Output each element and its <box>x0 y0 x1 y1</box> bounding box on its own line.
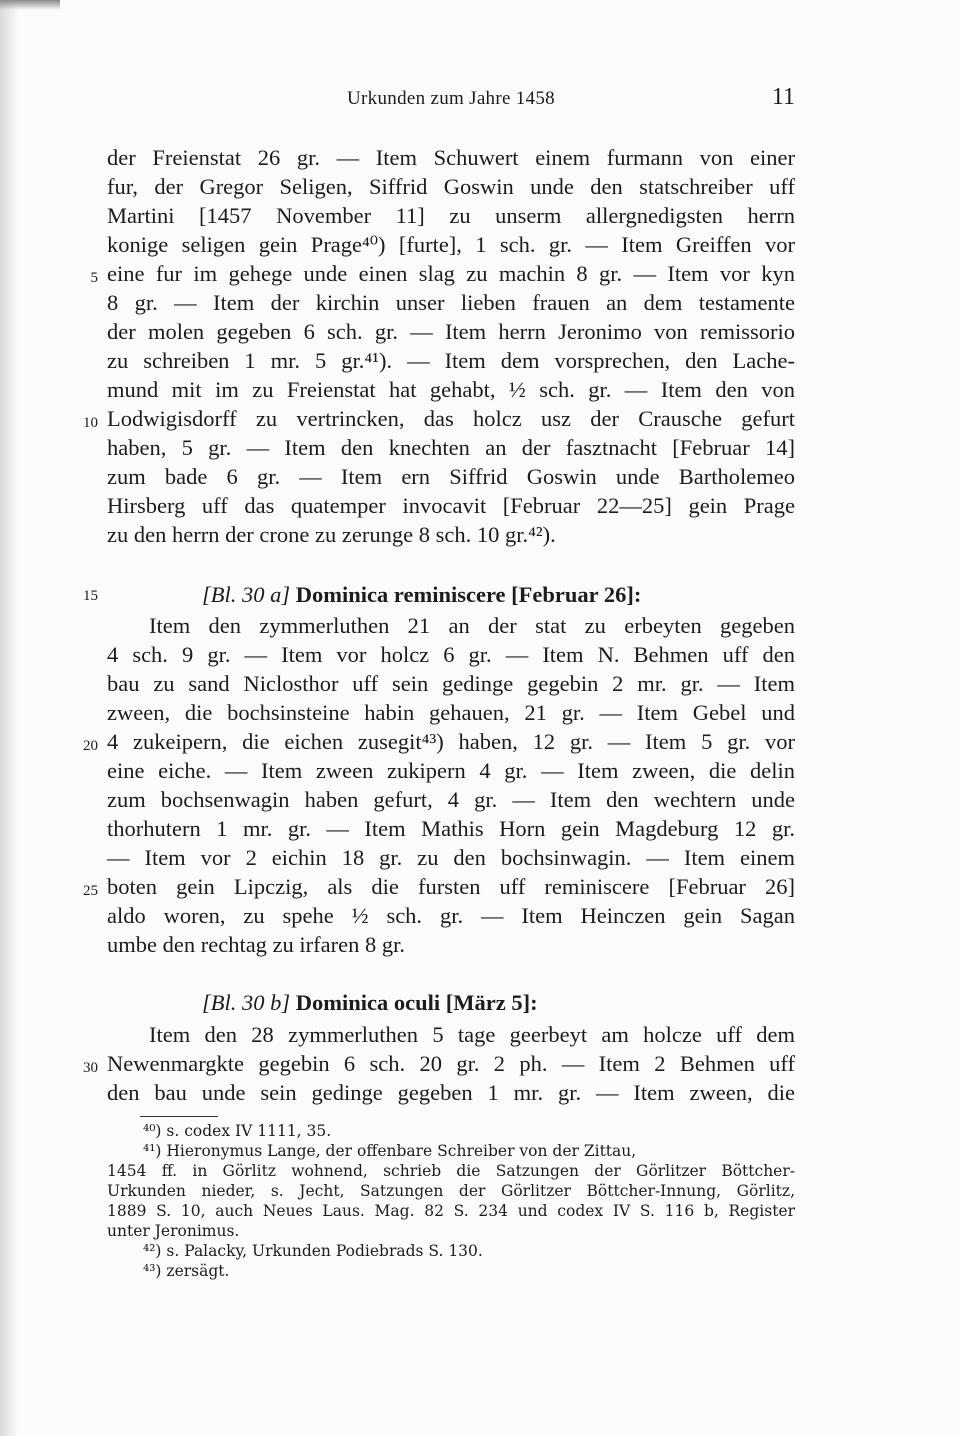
footnote-rule <box>140 1116 218 1117</box>
text-line: eine fur im gehege unde einen slag zu machin 8 gr. — Item vor kyn <box>107 261 795 286</box>
text-line: der Freienstat 26 gr. — Item Schuwert einem furmann von einer <box>107 145 795 170</box>
page-number: 11 <box>771 84 795 110</box>
line-number: 30 <box>83 1060 98 1076</box>
text-line: mund mit im zu Freienstat hat gehabt, ½ sch. gr. — Item den von <box>107 377 795 402</box>
scan-edge-shadow <box>0 0 18 1436</box>
text-line: 8 gr. — Item der kirchin unser lieben frauen an dem testamente <box>107 290 795 315</box>
page-header <box>107 84 795 118</box>
text-line: Lodwigisdorff zu vertrincken, das holcz usz der Crausche gefurt <box>107 406 795 431</box>
text-line: Item den zymmerluthen 21 an der stat zu erbeyten gegeben <box>149 613 795 638</box>
scan-corner-shadow <box>0 0 60 10</box>
text-line: den bau unde sein gedinge gegeben 1 mr. gr. — Item zween, die <box>107 1080 795 1105</box>
text-line: thorhutern 1 mr. gr. — Item Mathis Horn gein Magdeburg 12 gr. <box>107 816 795 841</box>
text-line: aldo woren, zu spehe ½ sch. gr. — Item Heinczen gein Sagan <box>107 903 795 928</box>
footnote: ⁴⁰) s. codex IV 1111, 35. <box>143 1122 332 1140</box>
footnote: Urkunden nieder, s. Jecht, Satzungen der Görlitzer Böttcher-Innung, Görlitz, <box>107 1182 795 1200</box>
text-line: zum bade 6 gr. — Item ern Siffrid Goswin unde Bartholemeo <box>107 464 795 489</box>
text-line: zu den herrn der crone zu zerunge 8 sch. 10 gr.⁴²). <box>107 522 556 547</box>
section-heading <box>107 990 795 1019</box>
text-line: Newenmargkte gegebin 6 sch. 20 gr. 2 ph. — Item 2 Behmen uff <box>107 1051 795 1076</box>
text-line: haben, 5 gr. — Item den knechten an der fasztnacht [Februar 14] <box>107 435 795 460</box>
footnote: ⁴¹) Hieronymus Lange, der offenbare Schreiber von der Zittau, <box>143 1142 637 1160</box>
text-line: Hirsberg uff das quatemper invocavit [Februar 22—25] gein Prage <box>107 493 795 518</box>
footnote: ⁴²) s. Palacky, Urkunden Podiebrads S. 130. <box>143 1242 483 1260</box>
footnote: ⁴³) zersägt. <box>143 1262 230 1280</box>
text-line: 4 sch. 9 gr. — Item vor holcz 6 gr. — Item N. Behmen uff den <box>107 642 795 667</box>
footnote: 1454 ff. in Görlitz wohnend, schrieb die Satzungen der Görlitzer Böttcher- <box>107 1162 795 1180</box>
footnote: unter Jeronimus. <box>107 1222 240 1240</box>
text-line: zum bochsenwagin haben gefurt, 4 gr. — Item den wechtern unde <box>107 787 795 812</box>
text-line: 4 zukeipern, die eichen zusegit⁴³) haben, 12 gr. — Item 5 gr. vor <box>107 729 795 754</box>
line-number: 15 <box>83 588 98 604</box>
text-line: umbe den rechtag zu irfaren 8 gr. <box>107 932 405 957</box>
text-line: zween, die bochsinsteine habin gehauen, 21 gr. — Item Gebel und <box>107 700 795 725</box>
footnote: 1889 S. 10, auch Neues Laus. Mag. 82 S. 234 und codex IV S. 116 b, Register <box>107 1202 795 1220</box>
line-number: 10 <box>83 415 98 431</box>
text-line: Item den 28 zymmerluthen 5 tage geerbeyt am holcze uff dem <box>149 1022 795 1047</box>
text-line: — Item vor 2 eichin 18 gr. zu den bochsinwagin. — Item einem <box>107 845 795 870</box>
text-line: konige seligen gein Prage⁴⁰) [furte], 1 sch. gr. — Item Greiffen vor <box>107 232 795 257</box>
text-line: der molen gegeben 6 sch. gr. — Item herrn Jeronimo von remissorio <box>107 319 795 344</box>
line-number: 20 <box>83 738 98 754</box>
folio-reference: [Bl. 30 b] <box>202 990 291 1015</box>
text-line: eine eiche. — Item zween zukipern 4 gr. — Item zween, die delin <box>107 758 795 783</box>
folio-reference: [Bl. 30 a] <box>202 582 291 607</box>
heading-title: Dominica reminiscere [Februar 26]: <box>295 582 642 607</box>
text-line: bau zu sand Niclosthor uff sein gedinge gegebin 2 mr. gr. — Item <box>107 671 795 696</box>
text-line: fur, der Gregor Seligen, Siffrid Goswin unde den statschreiber uff <box>107 174 795 199</box>
line-number: 5 <box>90 270 98 286</box>
line-number: 25 <box>83 883 98 899</box>
text-line: zu schreiben 1 mr. 5 gr.⁴¹). — Item dem vorsprechen, den Lache- <box>107 348 795 373</box>
text-line: Martini [1457 November 11] zu unserm allergnedigsten herrn <box>107 203 795 228</box>
running-head: Urkunden zum Jahre 1458 <box>347 88 555 109</box>
section-heading <box>107 582 795 611</box>
heading-title: Dominica oculi [März 5]: <box>295 990 538 1015</box>
text-line: boten gein Lipczig, als die fursten uff reminiscere [Februar 26] <box>107 874 795 899</box>
